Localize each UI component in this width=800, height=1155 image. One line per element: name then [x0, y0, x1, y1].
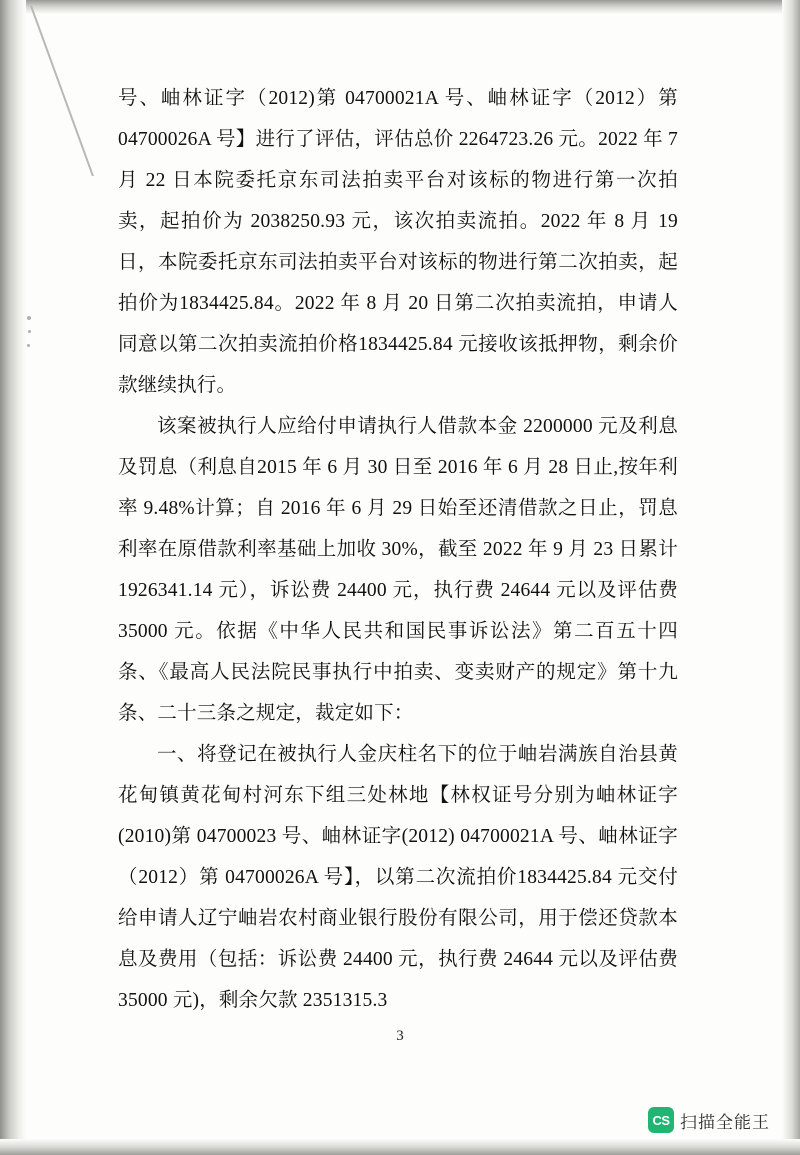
paragraph-ruling-item-one: 一、将登记在被执行人金庆柱名下的位于岫岩满族自治县黄花甸镇黄花甸村河东下组三处林地【林权证号分别为岫林证字(2010)第 04700023 号、岫林证字(2012) 04700021A 号、岫林证字（2012）第 04700026A 号】，以第二次流拍价1834425.84 元交付给申请人辽宁岫岩农村商业银行股份有限公司，用于偿还贷款本息及费用（包括：诉讼费 24400 元，执行费 24644 元以及评估费 35000 元)，剩余欠款 2351315.3	[118, 744, 678, 1011]
document-text-body	[118, 78, 678, 1021]
paragraph-appraisal-auction: 号、岫林证字（2012)第 04700021A 号、岫林证字（2012）第 04700026A 号】进行了评估，评估总价 2264723.26 元。2022 年 7 月 22 日本院委托京东司法拍卖平台对该标的物进行第一次拍卖，起拍价为 2038250.93 元，该次拍卖流拍。2022 年 8 月 19 日，本院委托京东司法拍卖平台对该标的物进行第二次拍卖，起拍价为1834425.84。2022 年 8 月 20 日第二次拍卖流拍，申请人同意以第二次拍卖流拍价格1834425.84 元接收该抵押物，剩余价款继续执行。	[118, 88, 678, 396]
scan-speck	[28, 330, 31, 333]
scan-edge-top	[0, 0, 800, 14]
camscanner-label: 扫描全能王	[680, 1112, 770, 1132]
scan-speck	[27, 344, 30, 347]
scan-edge-left	[0, 0, 26, 1155]
paragraph-debt-details: 该案被执行人应给付申请执行人借款本金 2200000 元及利息及罚息（利息自2015 年 6 月 30 日至 2016 年 6 月 28 日止,按年利率 9.48%计算；自 2016 年 6 月 29 日始至还清借款之日止，罚息利率在原借款利率基础上加收 30%，截至 2022 年 9 月 23 日累计 1926341.14 元），诉讼费 24400 元，执行费 24644 元以及评估费 35000 元。依据《中华人民共和国民事诉讼法》第二百五十四条、《最高人民法院民事执行中拍卖、变卖财产的规定》第十九条、二十三条之规定，裁定如下：	[118, 416, 678, 724]
scan-edge-right	[782, 0, 800, 1155]
page-number: 3	[396, 1028, 404, 1044]
paper-fold-mark	[30, 6, 100, 176]
scan-edge-bottom	[0, 1139, 800, 1155]
camscanner-watermark	[648, 1107, 770, 1133]
camscanner-badge-icon: CS	[648, 1107, 674, 1133]
scan-speck	[27, 316, 31, 320]
